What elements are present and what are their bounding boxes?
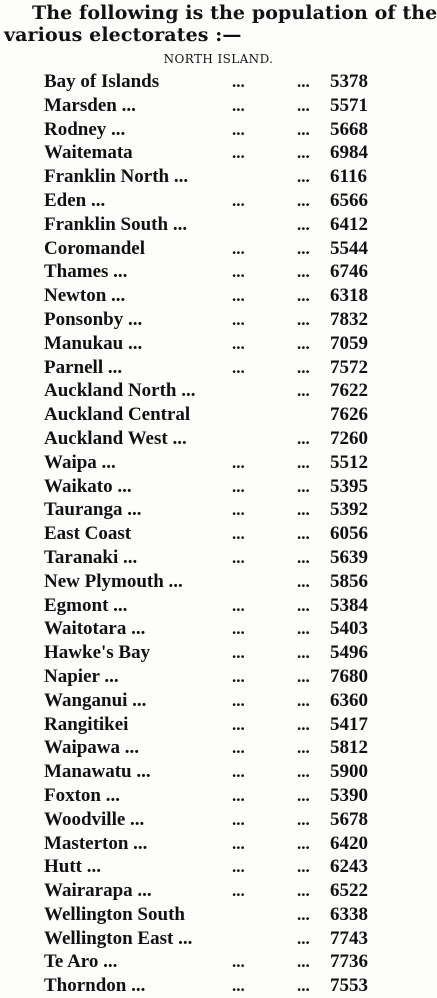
leader-dots: ...	[297, 595, 310, 615]
leader-dots: ...	[232, 833, 245, 853]
electorate-name: Marsden ...	[44, 94, 136, 116]
leader-dots: ...	[232, 95, 245, 115]
leader-dots: ...	[297, 95, 310, 115]
population-value: 6116	[330, 166, 367, 188]
electorate-row	[0, 427, 437, 451]
population-value: 5512	[330, 451, 368, 473]
leader-dots: ...	[297, 357, 310, 377]
population-value: 6318	[330, 285, 368, 307]
leader-dots: ...	[297, 904, 310, 924]
electorate-row	[0, 974, 437, 998]
leader-dots: ...	[232, 785, 245, 805]
intro-line-2: various electorates :—	[4, 24, 242, 46]
electorate-row	[0, 165, 437, 189]
electorate-name: Manukau ...	[44, 332, 143, 354]
electorate-name: Te Aro ...	[44, 951, 118, 973]
intro-line-1: The following is the population of the	[32, 2, 437, 24]
electorate-name: Auckland Central	[44, 404, 191, 426]
population-value: 6746	[330, 261, 368, 283]
electorate-row	[0, 118, 437, 142]
electorate-name: East Coast	[44, 523, 132, 545]
electorate-row	[0, 832, 437, 856]
leader-dots: ...	[232, 762, 245, 782]
leader-dots: ...	[297, 119, 310, 139]
electorate-row	[0, 855, 437, 879]
leader-dots: ...	[297, 452, 310, 472]
leader-dots: ...	[232, 857, 245, 877]
leader-dots: ...	[297, 976, 310, 996]
electorate-name: Egmont ...	[44, 594, 128, 616]
electorate-row	[0, 213, 437, 237]
leader-dots: ...	[297, 72, 310, 91]
electorate-name: Auckland North ...	[44, 380, 196, 402]
leader-dots: ...	[297, 428, 310, 448]
population-value: 5812	[330, 737, 368, 759]
leader-dots: ...	[297, 738, 310, 758]
population-value: 7553	[330, 975, 368, 997]
leader-dots: ...	[297, 500, 310, 520]
electorate-row	[0, 237, 437, 261]
electorate-row	[0, 736, 437, 760]
leader-dots: ...	[297, 643, 310, 663]
electorate-name: Wairarapa ...	[44, 880, 152, 902]
population-value: 5639	[330, 546, 368, 568]
electorate-row	[0, 141, 437, 165]
leader-dots: ...	[297, 785, 310, 805]
electorate-name: New Plymouth ...	[44, 570, 183, 592]
electorate-row	[0, 356, 437, 380]
population-value: 5395	[330, 475, 368, 497]
electorate-row	[0, 522, 437, 546]
leader-dots: ...	[297, 167, 310, 187]
population-value: 7572	[330, 356, 368, 378]
electorate-name: Newton ...	[44, 285, 126, 307]
electorate-name: Masterton ...	[44, 832, 148, 854]
electorate-name: Auckland West ...	[44, 427, 187, 449]
section-heading: NORTH ISLAND.	[163, 52, 274, 66]
electorate-name: Waitemata	[44, 142, 133, 164]
intro-paragraph	[4, 2, 437, 46]
electorate-row	[0, 308, 437, 332]
leader-dots: ...	[232, 619, 245, 639]
leader-dots: ...	[232, 143, 245, 163]
electorate-name: Waipa ...	[44, 451, 116, 473]
population-value: 5392	[330, 499, 368, 521]
electorate-row	[0, 950, 437, 974]
leader-dots: ...	[297, 524, 310, 544]
electorate-name: Thames ...	[44, 261, 128, 283]
population-value: 6984	[330, 142, 368, 164]
leader-dots: ...	[232, 738, 245, 758]
electorate-row	[0, 284, 437, 308]
electorate-name: Waipawa ...	[44, 737, 140, 759]
population-value: 5571	[330, 94, 368, 116]
electorate-row	[0, 70, 437, 94]
leader-dots: ...	[297, 238, 310, 258]
electorate-name: Hawke's Bay	[44, 642, 151, 664]
electorate-name: Waikato ...	[44, 475, 132, 497]
leader-dots: ...	[297, 857, 310, 877]
leader-dots: ...	[232, 333, 245, 353]
population-value: 7622	[330, 380, 368, 402]
electorate-name: Franklin South ...	[44, 213, 188, 235]
electorate-name: Rangitikei	[44, 713, 129, 735]
population-value: 7260	[330, 427, 368, 449]
population-value: 6420	[330, 832, 368, 854]
electorate-row	[0, 665, 437, 689]
electorate-row	[0, 641, 437, 665]
electorate-row	[0, 879, 437, 903]
leader-dots: ...	[232, 547, 245, 567]
population-value: 7832	[330, 308, 368, 330]
electorate-row	[0, 713, 437, 737]
leader-dots: ...	[297, 286, 310, 306]
leader-dots: ...	[232, 524, 245, 544]
electorate-name: Wellington South	[44, 903, 185, 925]
population-value: 5900	[330, 761, 368, 783]
electorate-row	[0, 689, 437, 713]
electorate-name: Parnell ...	[44, 356, 123, 378]
electorate-name: Foxton ...	[44, 784, 120, 806]
leader-dots: ...	[297, 381, 310, 401]
leader-dots: ...	[232, 72, 245, 91]
leader-dots: ...	[297, 881, 310, 901]
electorate-row	[0, 332, 437, 356]
leader-dots: ...	[297, 214, 310, 234]
electorate-name: Coromandel	[44, 237, 145, 259]
population-value: 5378	[330, 71, 368, 92]
population-value: 5856	[330, 570, 368, 592]
population-value: 5544	[330, 237, 368, 259]
leader-dots: ...	[232, 881, 245, 901]
electorate-row	[0, 451, 437, 475]
population-value: 7680	[330, 665, 368, 687]
electorate-name: Tauranga ...	[44, 499, 142, 521]
leader-dots: ...	[232, 238, 245, 258]
electorate-row	[0, 617, 437, 641]
leader-dots: ...	[232, 714, 245, 734]
electorate-name: Franklin North ...	[44, 166, 189, 188]
leader-dots: ...	[232, 357, 245, 377]
leader-dots: ...	[297, 571, 310, 591]
leader-dots: ...	[297, 833, 310, 853]
population-value: 6412	[330, 213, 368, 235]
population-value: 5384	[330, 594, 368, 616]
electorate-row	[0, 260, 437, 284]
leader-dots: ...	[232, 595, 245, 615]
leader-dots: ...	[297, 476, 310, 496]
population-value: 6566	[330, 189, 368, 211]
electorate-row	[0, 546, 437, 570]
leader-dots: ...	[232, 952, 245, 972]
leader-dots: ...	[297, 666, 310, 686]
population-value: 5390	[330, 784, 368, 806]
population-value: 5496	[330, 642, 368, 664]
electorate-name: Wanganui ...	[44, 689, 147, 711]
electorate-row	[0, 927, 437, 951]
leader-dots: ...	[232, 500, 245, 520]
electorate-name: Thorndon ...	[44, 975, 146, 997]
leader-dots: ...	[297, 690, 310, 710]
leader-dots: ...	[297, 952, 310, 972]
leader-dots: ...	[232, 452, 245, 472]
leader-dots: ...	[297, 714, 310, 734]
electorate-row	[0, 498, 437, 522]
electorate-name: Eden ...	[44, 189, 106, 211]
leader-dots: ...	[297, 262, 310, 282]
leader-dots: ...	[297, 547, 310, 567]
electorate-name: Hutt ...	[44, 856, 101, 878]
electorate-row	[0, 403, 437, 427]
leader-dots: ...	[297, 809, 310, 829]
leader-dots: ...	[232, 190, 245, 210]
leader-dots: ...	[297, 333, 310, 353]
leader-dots: ...	[297, 928, 310, 948]
electorate-row	[0, 94, 437, 118]
electorate-name: Wellington East ...	[44, 927, 193, 949]
electorate-row	[0, 903, 437, 927]
leader-dots: ...	[297, 619, 310, 639]
electorate-name: Rodney ...	[44, 118, 126, 140]
population-value: 5668	[330, 118, 368, 140]
population-value: 5417	[330, 713, 368, 735]
electorate-table	[0, 70, 437, 998]
population-value: 6056	[330, 523, 368, 545]
population-value: 6360	[330, 689, 368, 711]
leader-dots: ...	[297, 309, 310, 329]
population-value: 5403	[330, 618, 368, 640]
leader-dots: ...	[232, 690, 245, 710]
population-value: 7736	[330, 951, 368, 973]
electorate-name: Woodville ...	[44, 808, 145, 830]
leader-dots: ...	[232, 976, 245, 996]
leader-dots: ...	[232, 809, 245, 829]
population-value: 6522	[330, 880, 368, 902]
leader-dots: ...	[232, 476, 245, 496]
leader-dots: ...	[297, 190, 310, 210]
population-value: 6338	[330, 903, 368, 925]
electorate-name: Taranaki ...	[44, 546, 138, 568]
leader-dots: ...	[232, 666, 245, 686]
electorate-row	[0, 570, 437, 594]
electorate-name: Ponsonby ...	[44, 308, 143, 330]
electorate-row	[0, 379, 437, 403]
leader-dots: ...	[232, 286, 245, 306]
electorate-row	[0, 594, 437, 618]
electorate-row	[0, 760, 437, 784]
leader-dots: ...	[232, 643, 245, 663]
electorate-row	[0, 475, 437, 499]
leader-dots: ...	[232, 119, 245, 139]
electorate-name: Manawatu ...	[44, 761, 151, 783]
electorate-name: Waitotara ...	[44, 618, 146, 640]
leader-dots: ...	[297, 762, 310, 782]
electorate-name: Bay of Islands	[44, 71, 160, 92]
electorate-row	[0, 189, 437, 213]
population-value: 5678	[330, 808, 368, 830]
population-value: 7059	[330, 332, 368, 354]
electorate-row	[0, 808, 437, 832]
electorate-row	[0, 784, 437, 808]
population-value: 7626	[330, 404, 368, 426]
population-value: 6243	[330, 856, 368, 878]
population-value: 7743	[330, 927, 368, 949]
leader-dots: ...	[297, 143, 310, 163]
leader-dots: ...	[232, 262, 245, 282]
leader-dots: ...	[232, 309, 245, 329]
electorate-name: Napier ...	[44, 665, 119, 687]
